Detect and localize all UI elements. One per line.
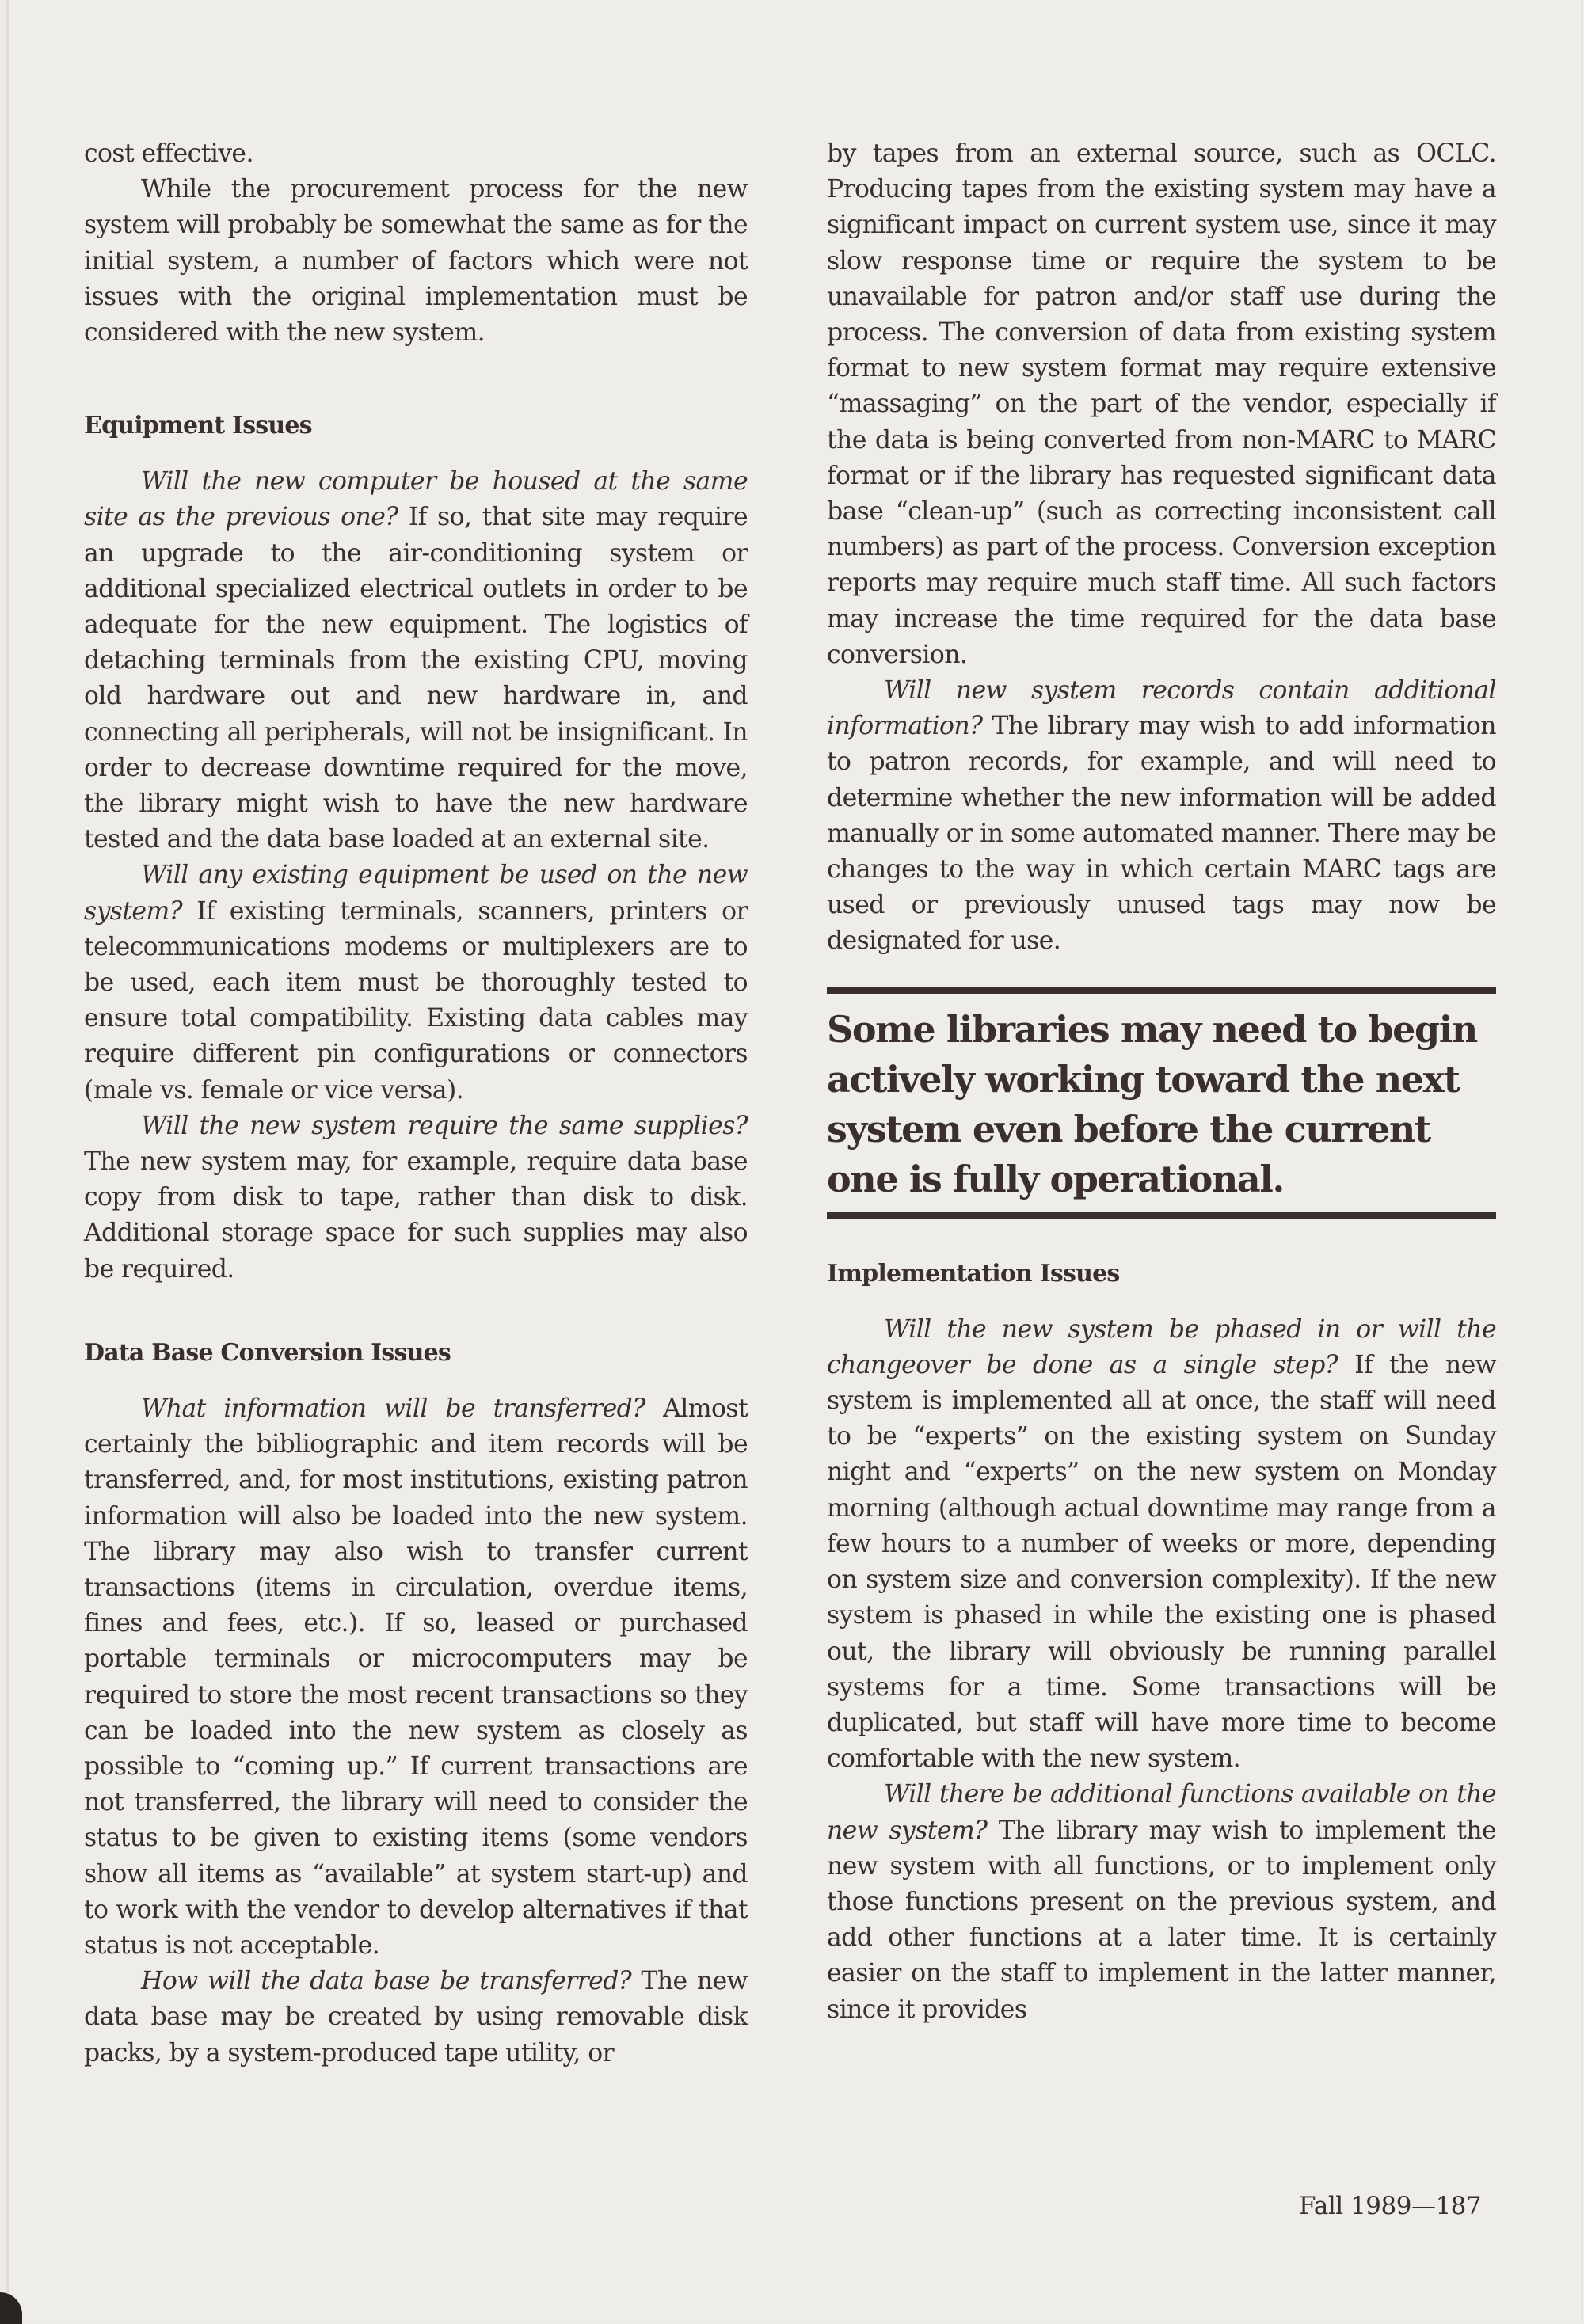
section-heading-conversion: Data Base Conversion Issues	[84, 1338, 451, 1367]
paragraph	[84, 1964, 748, 2071]
paragraph-text: While the procurement process for the new system will probably be somewhat the same as for the initial system, a number of factors which were not issues with the original implementation must be considered with the new system.	[84, 175, 748, 348]
section-heading-equipment: Equipment Issues	[84, 412, 312, 440]
paragraph	[84, 172, 748, 351]
paragraph-text: If existing terminals, scanners, printers or telecommunications modems or multiplexers are to be used, each item must be thoroughly tested to ensure total compatibility. Existing data cables may require different pin configurations or connectors (male vs. female or vice versa).	[84, 896, 748, 1105]
paragraph-text: If so, that site may require an upgrade to the air-conditioning system or additional specialized electrical outlets in order to be adequate for the new equipment. The logistics of detaching terminals from the existing CPU, moving old hardware out and new hardware in, and connecting all peripherals, will not be insignificant. In order to decrease downtime required for the move, the library might wish to have the new hardware tested and the data base loaded at an external site.	[84, 503, 748, 854]
paragraph-text: The new data base may be created by using removable disk packs, by a system-produced tape utility, or	[84, 1967, 748, 2067]
paragraph-text: by tapes from an external source, such as OCLC. Producing tapes from the existing system may have a significant impact on current system use, since it may slow response time or require the system to be unavailable for patron and/or staff use during the process. The conversion of data from existing system format to new system format may require extensive “massaging” on the part of the vendor, especially if the data is being converted from non-MARC to MARC format or if the library has requested significant data base “clean-up” (such as correcting inconsistent call numbers) as part of the process. Conversion exception reports may require much staff time. All such factors may increase the time required for the data base conversion.	[827, 139, 1496, 669]
right-column	[827, 136, 1496, 2028]
paragraph	[84, 1391, 748, 1964]
question-lead: How will the data base be transferred?	[141, 1967, 632, 1996]
question-lead: Will the new system be phased in or will the changeover be done as a single step?	[827, 1314, 1496, 1379]
paragraph-text: The library may wish to implement the new system with all functions, or to implement only those functions present on the previous system, and add other functions at a later time. It is certainly easier on the staff to implement in the latter manner, since it provides	[827, 1816, 1496, 2024]
paragraph	[84, 464, 748, 858]
question-lead: Will there be additional functions available on the new system?	[827, 1780, 1496, 1845]
paragraph-text: cost effective.	[84, 139, 253, 168]
pull-quote	[827, 987, 1496, 1219]
page-folio: Fall 1989—187	[1299, 2192, 1482, 2220]
left-column	[84, 136, 748, 2071]
magazine-page	[6, 0, 1582, 2321]
paragraph	[84, 858, 748, 1108]
question-lead: Will the new system require the same supplies?	[141, 1111, 748, 1140]
section-heading-implementation: Implementation Issues	[827, 1259, 1120, 1288]
paragraph	[827, 673, 1496, 960]
paragraph	[84, 136, 748, 172]
paragraph-text: The new system may, for example, require data base copy from disk to tape, rather than disk to disk. Additional storage space for such supplies may also be required.	[84, 1147, 748, 1284]
paragraph	[84, 1109, 748, 1288]
pull-quote-text: Some libraries may need to begin actively working toward the next system even before the current one is fully operational.	[827, 1007, 1477, 1200]
paragraph	[827, 136, 1496, 673]
paragraph	[827, 1312, 1496, 1778]
paragraph-text: The library may wish to add information to patron records, for example, and will need to determine whether the new information will be added manually or in some automated manner. There may be changes to the way in which certain MARC tags are used or previously unused tags may now be designated for use.	[827, 712, 1496, 956]
question-lead: What information will be transferred?	[141, 1394, 645, 1423]
question-lead: Will new system records contain additional information?	[827, 676, 1496, 741]
question-lead: Will the new computer be housed at the same site as the previous one?	[84, 467, 748, 532]
paragraph-text: If the new system is implemented all at once, the staff will need to be “experts” on the existing system on Sunday night and “experts” on the new system on Monday morning (although actual downtime may range from a few hours to a number of weeks or more, depending on system size and conversion complexity). If the new system is phased in while the existing one is phased out, the library will obviously be running parallel systems for a time. Some transactions will be duplicated, but staff will have more time to become comfortable with the new system.	[827, 1350, 1496, 1774]
paragraph-text: Almost certainly the bibliographic and item records will be transferred, and, for most institutions, existing patron information will also be loaded into the new system. The library may also wish to transfer current transactions (items in circulation, overdue items, fines and fees, etc.). If so, leased or purchased portable terminals or microcomputers may be required to store the most recent transactions so they can be loaded into the new system as closely as possible to “coming up.” If current transactions are not transferred, the library will need to consider the status to be given to existing items (some vendors show all items as “available” at system start-up) and to work with the vendor to develop alternatives if that status is not acceptable.	[84, 1394, 748, 1960]
paragraph	[827, 1777, 1496, 2027]
question-lead: Will any existing equipment be used on the new system?	[84, 861, 748, 926]
